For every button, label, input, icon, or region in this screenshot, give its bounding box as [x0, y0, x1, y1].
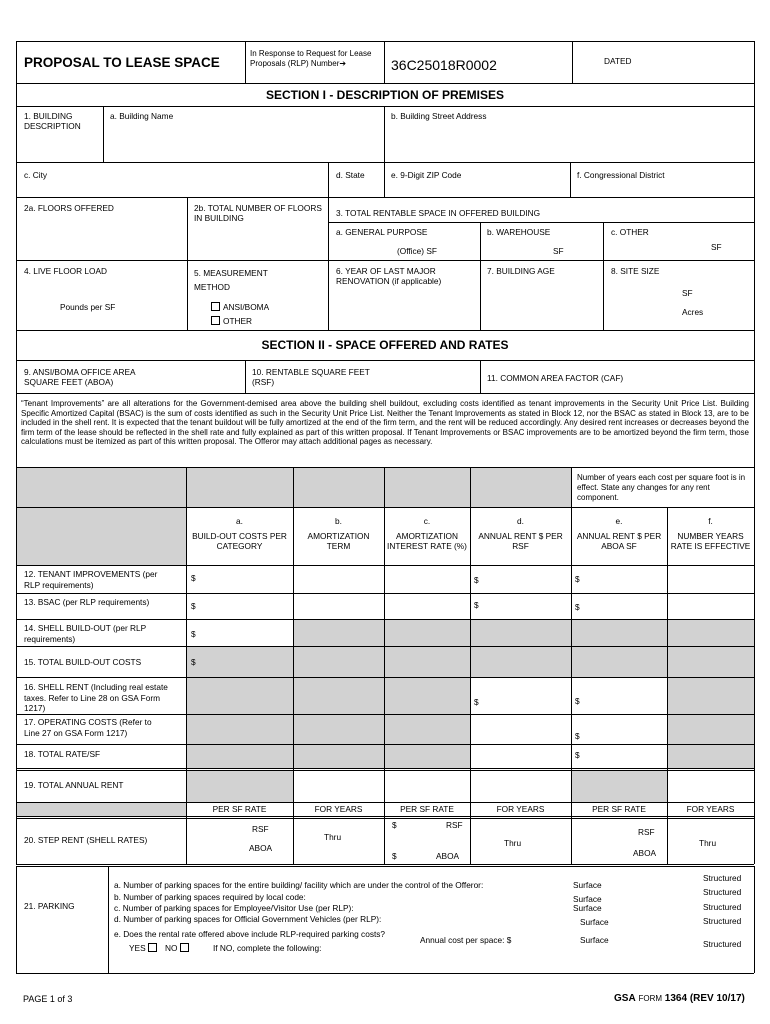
column-letter-f: f.: [708, 516, 713, 526]
step-rent-aboa-3[interactable]: ABOA: [633, 848, 657, 858]
street-address-field[interactable]: b. Building Street Address: [391, 111, 487, 121]
step-header: FOR YEARS: [496, 804, 545, 814]
dollar-sign: $: [575, 574, 580, 584]
parking-item[interactable]: e. Does the rental rate offered above include RLP-required parking costs?: [114, 929, 386, 939]
row-label-19: 19. TOTAL ANNUAL RENT: [24, 780, 124, 790]
parking-item[interactable]: d. Number of parking spaces for Official Government Vehicles (per RLP):: [114, 914, 382, 924]
step-header: FOR YEARS: [314, 804, 363, 814]
step-rent-thru-2[interactable]: Thru: [504, 838, 522, 848]
other-method-checkbox[interactable]: [211, 316, 252, 326]
step-rent-dollar-2a: $: [392, 820, 397, 830]
pounds-per-sf-field[interactable]: Pounds per SF: [60, 302, 116, 312]
site-acres-field[interactable]: Acres: [682, 307, 704, 317]
zip-field[interactable]: e. 9-Digit ZIP Code: [391, 170, 462, 180]
row-label-13: 13. BSAC (per RLP requirements): [24, 597, 150, 607]
annual-cost-field[interactable]: Annual cost per space: $: [420, 935, 512, 945]
checkbox-icon: [211, 302, 220, 311]
step-header: PER SF RATE: [592, 804, 646, 814]
rentable-space-label: 3. TOTAL RENTABLE SPACE IN OFFERED BUILDING: [336, 208, 541, 218]
step-header: PER SF RATE: [212, 804, 267, 814]
parking-surface-field[interactable]: Surface: [580, 935, 609, 945]
step-rent-label: 20. STEP RENT (SHELL RATES): [24, 835, 148, 845]
total-floors-field[interactable]: 2b. TOTAL NUMBER OF FLOORS IN BUILDING: [194, 203, 322, 223]
dollar-sign: $: [575, 731, 580, 741]
section1-title: SECTION I - DESCRIPTION OF PREMISES: [265, 88, 505, 102]
no-label: NO: [165, 943, 178, 953]
building-description-label: 1. BUILDING DESCRIPTION: [24, 111, 81, 131]
column-letter-c: c.: [423, 516, 431, 526]
city-field[interactable]: c. City: [24, 170, 48, 180]
state-field[interactable]: d. State: [336, 170, 365, 180]
column-header-c: AMORTIZATION INTEREST RATE (%): [387, 531, 467, 551]
other-space-label: c. OTHER: [611, 227, 649, 237]
dated-label: DATED: [604, 56, 632, 66]
dollar-sign: $: [474, 697, 479, 707]
form-gsa: GSA: [614, 993, 636, 1004]
parking-surface-field[interactable]: Surface: [573, 880, 602, 890]
rlp-response-label: In Response to Request for Lease Proposals (RLP) Number➔: [250, 49, 372, 68]
dollar-sign: $: [575, 750, 580, 760]
rsf-field[interactable]: 10. RENTABLE SQUARE FEET (RSF): [252, 367, 370, 387]
step-rent-dollar-2b: $: [392, 851, 397, 861]
dollar-sign: $: [575, 696, 580, 706]
warehouse-sf-field[interactable]: SF: [553, 246, 564, 256]
parking-surface-field[interactable]: Surface: [573, 903, 602, 913]
yes-label: YES: [129, 943, 146, 953]
dollar-sign: $: [191, 629, 196, 639]
step-rent-thru-1[interactable]: Thru: [324, 832, 342, 842]
measurement-method-label: 5. MEASUREMENT METHOD: [194, 268, 268, 292]
rlp-number[interactable]: 36C25018R0002: [391, 57, 497, 73]
row-label-17: 17. OPERATING COSTS (Refer to Line 27 on GSA Form 1217): [24, 717, 152, 738]
building-name-field[interactable]: a. Building Name: [110, 111, 174, 121]
form-number: [614, 993, 745, 1005]
step-rent-aboa-2[interactable]: ABOA: [436, 851, 460, 861]
building-age-field[interactable]: 7. BUILDING AGE: [487, 266, 555, 276]
column-header-a: BUILD-OUT COSTS PER CATEGORY: [192, 531, 287, 551]
step-rent-rsf-3[interactable]: RSF: [638, 827, 655, 837]
checkbox-icon: [180, 943, 189, 952]
site-sf-field[interactable]: SF: [682, 288, 693, 298]
parking-surface-field[interactable]: Surface: [573, 894, 602, 904]
other-sf-field[interactable]: SF: [711, 242, 722, 252]
step-rent-rsf-1[interactable]: RSF: [252, 824, 269, 834]
warehouse-label: b. WAREHOUSE: [487, 227, 551, 237]
general-purpose-label: a. GENERAL PURPOSE: [336, 227, 428, 237]
row-label-12: 12. TENANT IMPROVEMENTS (per RLP requirements): [24, 569, 158, 590]
dollar-sign: $: [474, 600, 479, 610]
page-title: PROPOSAL TO LEASE SPACE: [24, 55, 220, 70]
row-label-18: 18. TOTAL RATE/SF: [24, 749, 101, 759]
row-label-14: 14. SHELL BUILD-OUT (per RLP requirements): [24, 623, 147, 644]
aboa-field[interactable]: 9. ANSI/BOMA OFFICE AREA SQUARE FEET (ABOA): [24, 367, 136, 387]
parking-yes-checkbox[interactable]: [129, 943, 160, 953]
parking-item[interactable]: a. Number of parking spaces for the entire building/ facility which are under the control of the Offeror:: [114, 880, 484, 890]
district-field[interactable]: f. Congressional District: [577, 170, 665, 180]
step-header: PER SF RATE: [400, 804, 454, 814]
dollar-sign: $: [575, 602, 580, 612]
checkbox-icon: [211, 316, 220, 325]
if-no-note: If NO, complete the following:: [213, 943, 322, 953]
checkbox-icon: [148, 943, 157, 952]
ansi-boma-checkbox[interactable]: [211, 302, 269, 312]
parking-structured-field[interactable]: Structured: [703, 873, 742, 883]
form-rev: 1364 (REV 10/17): [664, 993, 745, 1004]
years-note: Number of years each cost per square foot is in effect. State any changes for any rent component.: [577, 473, 746, 502]
parking-surface-field[interactable]: Surface: [580, 917, 609, 927]
page-number: PAGE 1 of 3: [23, 994, 73, 1004]
column-letter-e: e.: [615, 516, 623, 526]
parking-no-checkbox[interactable]: [165, 943, 192, 953]
column-letter-a: a.: [236, 516, 243, 526]
parking-structured-field[interactable]: Structured: [703, 939, 742, 949]
column-header-d: ANNUAL RENT $ PER RSF: [478, 531, 563, 551]
tenant-improvements-paragraph: “Tenant Improvements” are all alterations for the Government-demised area above the building shell buildout, excluding costs identified as tenant improvements in the Security Unit Price List. Building Specific Amortized Capital (BSAC) is the sum of costs identified as such in the Security Unit Price List. Neither the Tenant Improvements as stated in Block 12, nor the BSAC as stated in Block 13, are to be included in the shell rent. It is expected that the tenant buildout will be fully amortized at the end of the firm term, and the rent will be reduced accordingly. Any desired rent increases or decreases beyond the firm term of the lease should be reflected in the shell rate and fully explained as part of this written proposal. If Tenant Improvements or BSAC improvements are to be amortized beyond the firm term, those calculations must be itemized as part of this written proposal. The Offeror may attach additional pages as necessary.: [21, 399, 749, 447]
column-header-b: AMORTIZATION TERM: [307, 531, 370, 551]
floors-offered-field[interactable]: 2a. FLOORS OFFERED: [24, 203, 114, 213]
dollar-sign: $: [191, 573, 196, 583]
column-letter-d: d.: [517, 516, 524, 526]
parking-item[interactable]: b. Number of parking spaces required by local code:: [114, 892, 306, 902]
row-label-15: 15. TOTAL BUILD-OUT COSTS: [24, 657, 142, 667]
column-header-e: ANNUAL RENT $ PER ABOA SF: [576, 531, 662, 551]
office-sf-field[interactable]: (Office) SF: [397, 246, 437, 256]
parking-label: 21. PARKING: [24, 901, 75, 911]
dollar-sign: $: [474, 575, 479, 585]
parking-structured-field[interactable]: Structured: [703, 916, 742, 926]
step-header: FOR YEARS: [686, 804, 735, 814]
parking-item[interactable]: c. Number of parking spaces for Employee/Visitor Use (per RLP):: [114, 903, 354, 913]
section2-title: SECTION II - SPACE OFFERED AND RATES: [261, 338, 509, 352]
ansi-boma-label: ANSI/BOMA: [223, 302, 270, 312]
column-letter-b: b.: [335, 516, 342, 526]
step-rent-rsf-2[interactable]: RSF: [446, 820, 463, 830]
dollar-sign: $: [191, 657, 196, 667]
row-label-16: 16. SHELL RENT (Including real estate taxes. Refer to Line 28 on GSA Form 1217): [24, 682, 168, 713]
parking-structured-field[interactable]: Structured: [703, 887, 742, 897]
parking-structured-field[interactable]: Structured: [703, 902, 742, 912]
form-word: FORM: [638, 994, 663, 1003]
live-floor-load-label: 4. LIVE FLOOR LOAD: [24, 266, 107, 276]
step-rent-thru-3[interactable]: Thru: [699, 838, 717, 848]
step-rent-aboa-1[interactable]: ABOA: [249, 843, 273, 853]
site-size-label: 8. SITE SIZE: [611, 266, 660, 276]
other-method-label: OTHER: [223, 316, 253, 326]
column-header-f: NUMBER YEARS RATE IS EFFECTIVE: [670, 531, 751, 551]
dollar-sign: $: [191, 601, 196, 611]
caf-field[interactable]: 11. COMMON AREA FACTOR (CAF): [487, 373, 624, 383]
renovation-field[interactable]: 6. YEAR OF LAST MAJOR RENOVATION (if applicable): [336, 266, 442, 286]
